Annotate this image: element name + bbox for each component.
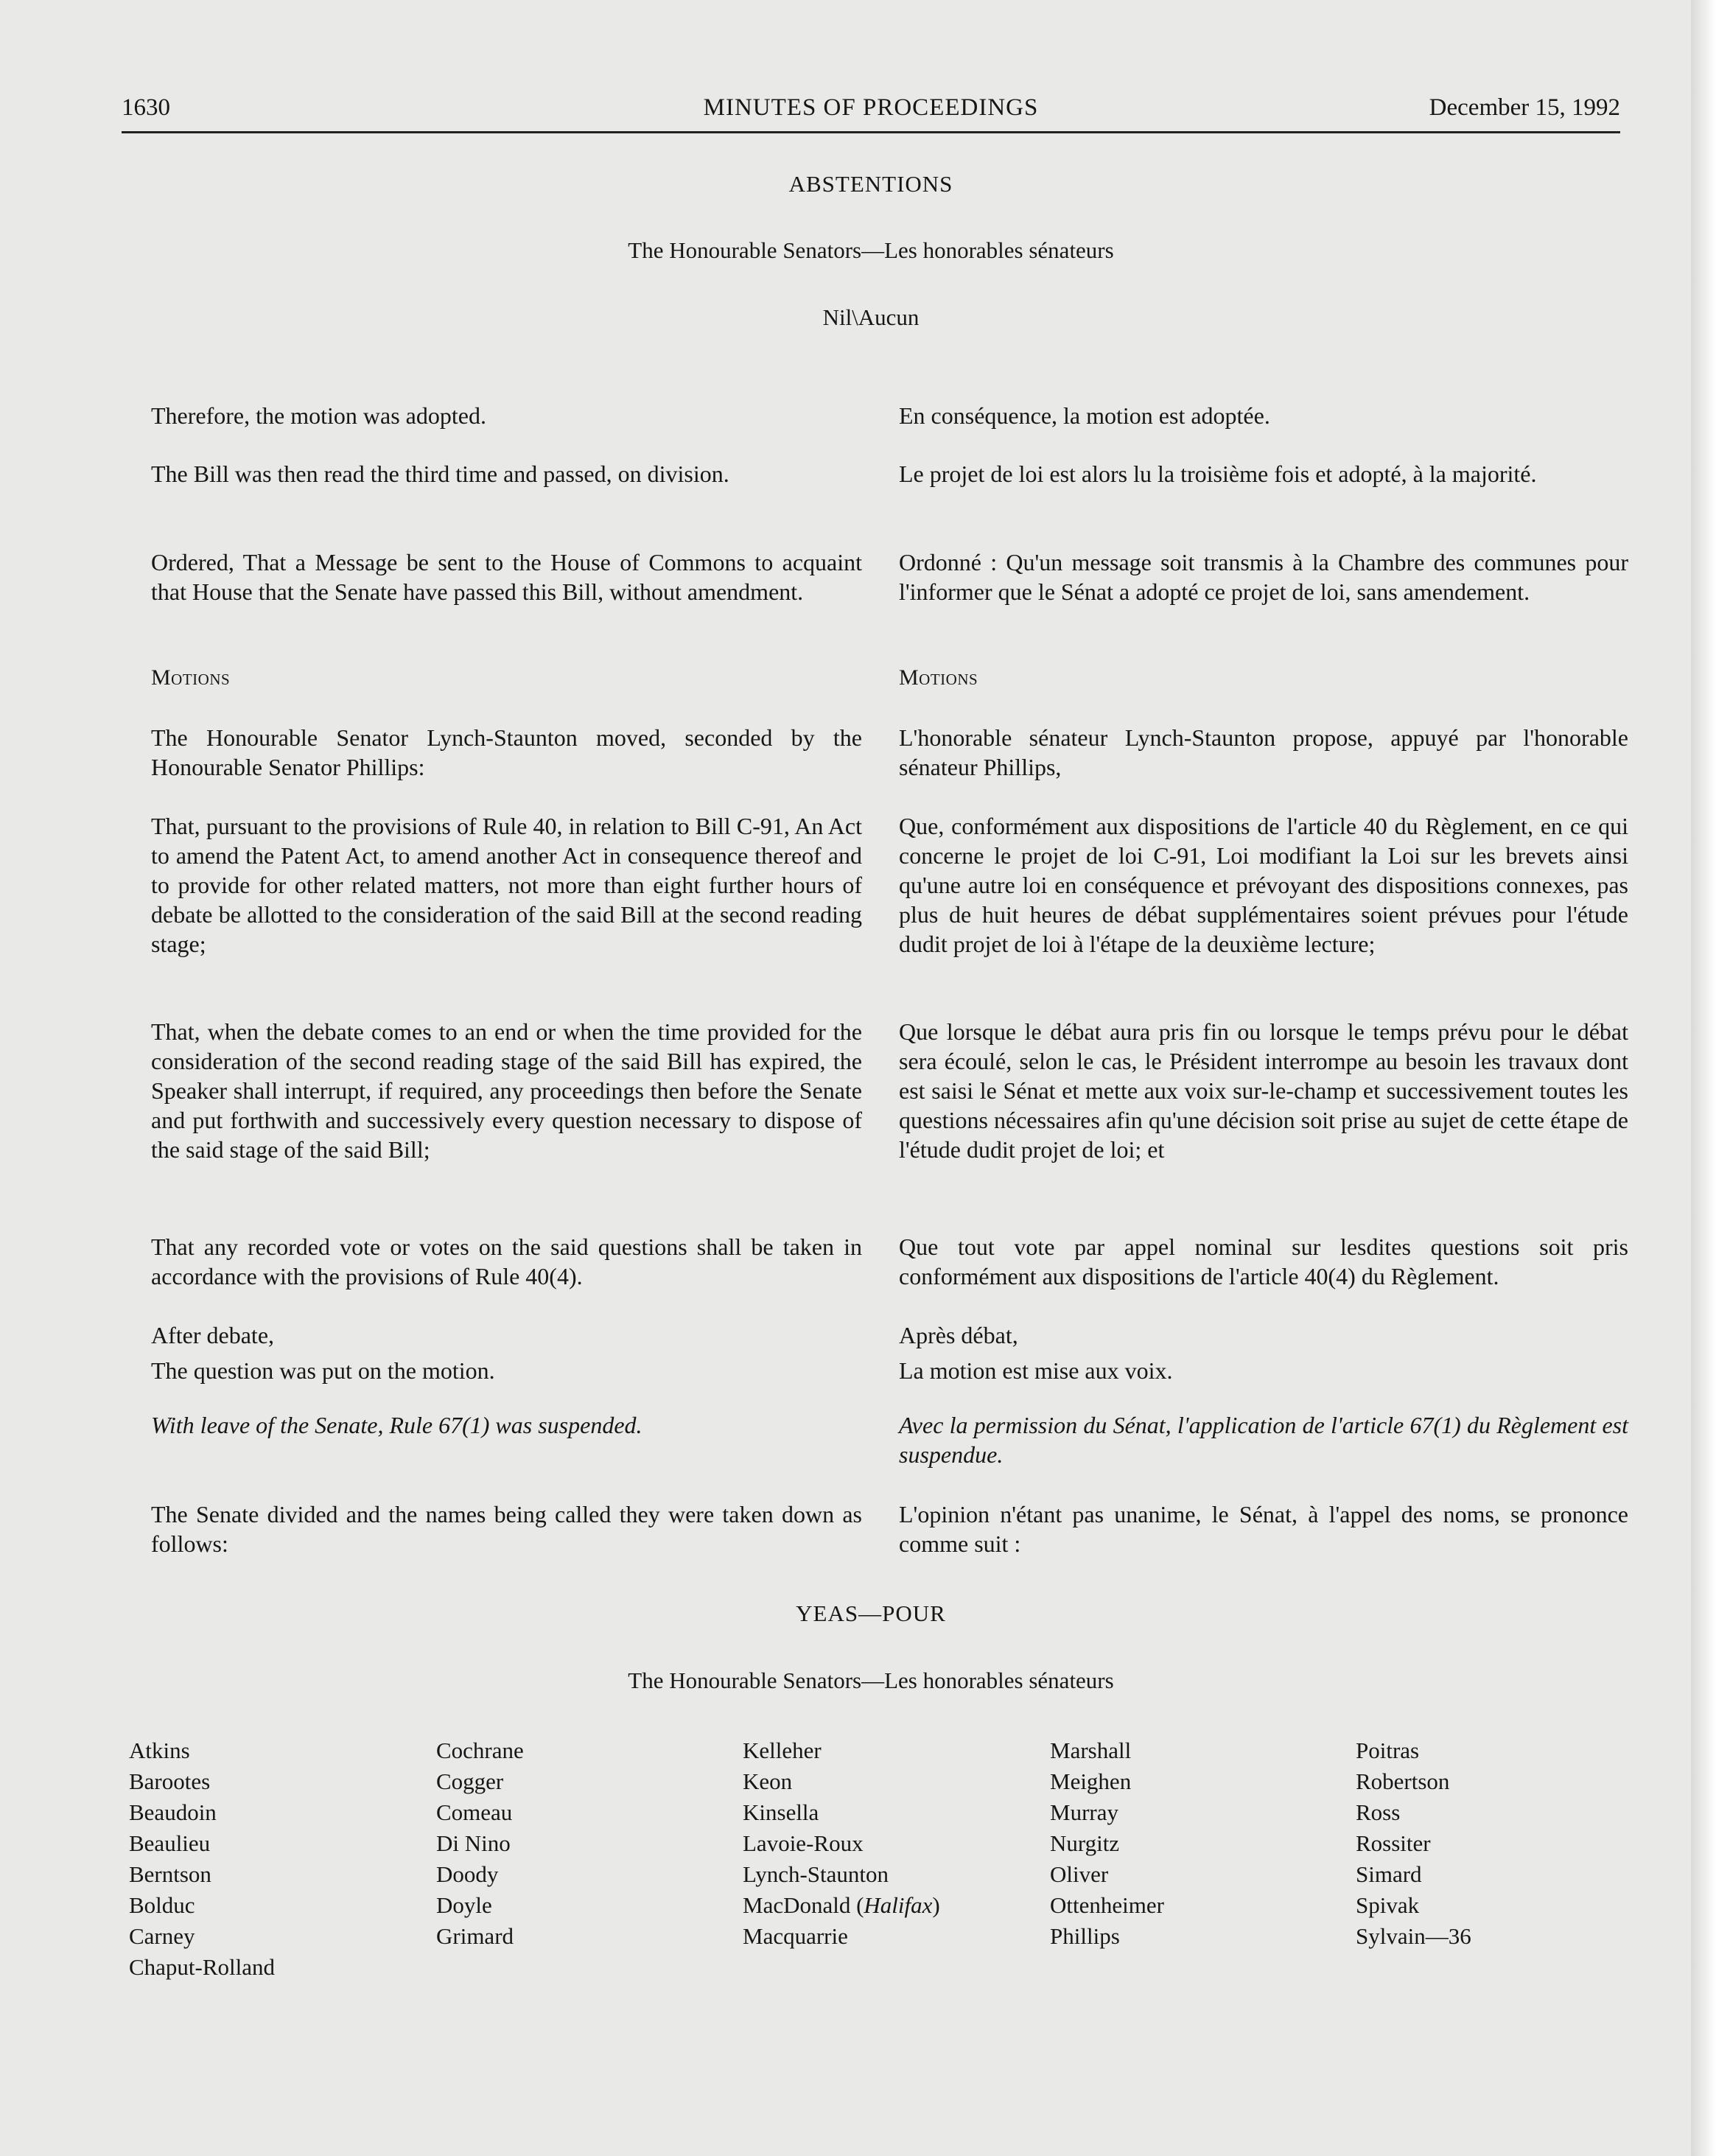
senator-name: Doody xyxy=(436,1861,499,1887)
abstentions-heading: ABSTENTIONS xyxy=(788,171,953,197)
yeas-senators-line: The Honourable Senators—Les honorables sénateurs xyxy=(628,1667,1114,1693)
senator-name: Phillips xyxy=(1050,1923,1120,1949)
fr-adopted: En conséquence, la motion est adoptée. xyxy=(899,402,1270,429)
senator-name: Kinsella xyxy=(743,1799,819,1825)
fr-after-debate: Après débat, xyxy=(899,1322,1018,1348)
header-date: December 15, 1992 xyxy=(1429,94,1620,121)
senator-name: Doyle xyxy=(436,1892,492,1918)
fr-moved: L'honorable sénateur Lynch-Staunton propose, appuyé par l'honorable sénateur Phillips, xyxy=(899,724,1628,780)
running-title: MINUTES OF PROCEEDINGS xyxy=(703,94,1039,121)
senator-name: Carney xyxy=(129,1923,195,1949)
senator-name: Cochrane xyxy=(436,1737,524,1763)
senator-name: Di Nino xyxy=(436,1830,511,1856)
en-para-1: That, pursuant to the provisions of Rule 40, in relation to Bill C-91, An Act to amend the Patent Act, to amend another Act in consequence thereof and to provide for other related matters, not more than eight further hours of debate be allotted to the consideration of the said Bill at the second reading stage; xyxy=(151,813,862,957)
yeas-column-5 xyxy=(1356,1735,1471,1952)
senator-name: Chaput-Rolland xyxy=(129,1954,276,1980)
senator-name: Bolduc xyxy=(129,1892,195,1918)
yeas-heading: YEAS—POUR xyxy=(796,1600,946,1626)
senator-name: Meighen xyxy=(1050,1768,1132,1794)
senator-name: Spivak xyxy=(1356,1892,1420,1918)
fr-para-3: Que tout vote par appel nominal sur lesdites questions soit pris conformément aux dispositions de l'article 40(4) du Règlement. xyxy=(899,1233,1628,1289)
yeas-column-1 xyxy=(129,1735,275,1983)
senator-name: Marshall xyxy=(1050,1737,1132,1763)
senator-name: Berntson xyxy=(129,1861,211,1887)
en-motions-heading: Motions xyxy=(151,665,231,690)
en-third-reading: The Bill was then read the third time and passed, on division. xyxy=(151,461,729,487)
en-ordered: Ordered, That a Message be sent to the House of Commons to acquaint that House that the Senate have passed this Bill, without amendment. xyxy=(151,549,862,605)
senator-name: Murray xyxy=(1050,1799,1118,1825)
header-rule xyxy=(122,131,1620,133)
fr-leave: Avec la permission du Sénat, l'application de l'article 67(1) du Règlement est suspendue. xyxy=(899,1412,1628,1468)
en-question-put: The question was put on the motion. xyxy=(151,1357,495,1384)
fr-question-put: La motion est mise aux voix. xyxy=(899,1357,1173,1384)
en-para-3: That any recorded vote or votes on the said questions shall be taken in accordance with the provisions of Rule 40(4). xyxy=(151,1233,862,1289)
senator-name: Ross xyxy=(1356,1799,1401,1825)
running-header xyxy=(122,94,1620,136)
senator-name: Rossiter xyxy=(1356,1830,1431,1856)
senator-name: Lynch-Staunton xyxy=(743,1861,889,1887)
yeas-column-3 xyxy=(743,1735,940,1952)
en-para-2: That, when the debate comes to an end or when the time provided for the consideration of the second reading stage of the said Bill has expired, the Speaker shall interrupt, if required, any proceedings then before the Senate and put forthwith and successively every question necessary to dispose of the said stage of the said Bill; xyxy=(151,1018,862,1163)
fr-para-2: Que lorsque le débat aura pris fin ou lorsque le temps prévu pour le débat sera écoulé, selon le cas, le Président interrompe au besoin les travaux dont est saisi le Sénat et mette aux voix sur-le-champ et successivement toutes les questions nécessaires afin qu'une décision soit prise au sujet de cette étape de l'étude dudit projet de loi; et xyxy=(899,1018,1628,1163)
senator-name: Barootes xyxy=(129,1768,211,1794)
senator-name: Poitras xyxy=(1356,1737,1420,1763)
fr-divided: L'opinion n'étant pas unanime, le Sénat, à l'appel des noms, se prononce comme suit : xyxy=(899,1501,1628,1557)
fr-ordered: Ordonné : Qu'un message soit transmis à la Chambre des communes pour l'informer que le Sénat a adopté ce projet de loi, sans amendement. xyxy=(899,549,1628,605)
fr-motions-heading: Motions xyxy=(899,665,978,690)
fr-para-1: Que, conformément aux dispositions de l'article 40 du Règlement, en ce qui concerne le projet de loi C-91, Loi modifiant la Loi sur les brevets ainsi qu'une autre loi en conséquence et prévoyant des dispositions connexes, pas plus de huit heures de débat supplémentaires soient prévues pour l'étude dudit projet de loi à l'étape de la deuxième lecture; xyxy=(899,813,1628,957)
yeas-column-2 xyxy=(436,1735,524,1952)
senator-name: Nurgitz xyxy=(1050,1830,1120,1856)
en-leave: With leave of the Senate, Rule 67(1) was suspended. xyxy=(151,1412,642,1438)
senator-name: Sylvain—36 xyxy=(1356,1923,1471,1949)
senator-name: Beaulieu xyxy=(129,1830,211,1856)
senator-name: Robertson xyxy=(1356,1768,1450,1794)
en-adopted: Therefore, the motion was adopted. xyxy=(151,402,486,429)
senator-riding: Halifax xyxy=(864,1892,933,1918)
en-after-debate: After debate, xyxy=(151,1322,275,1348)
senator-name: Ottenheimer xyxy=(1050,1892,1164,1918)
senator-name: Oliver xyxy=(1050,1861,1109,1887)
senator-name: Atkins xyxy=(129,1737,190,1763)
abstentions-nil: Nil\Aucun xyxy=(822,304,920,330)
senator-name: Beaudoin xyxy=(129,1799,217,1825)
senator-name: Grimard xyxy=(436,1923,514,1949)
en-moved: The Honourable Senator Lynch-Staunton moved, seconded by the Honourable Senator Phillips: xyxy=(151,724,862,780)
senator-name-with-riding: MacDonald (Halifax) xyxy=(743,1892,940,1918)
senator-name: Macquarrie xyxy=(743,1923,848,1949)
en-divided: The Senate divided and the names being called they were taken down as follows: xyxy=(151,1501,862,1557)
senator-name: MacDonald xyxy=(743,1892,851,1918)
page-number: 1630 xyxy=(122,94,170,121)
fr-third-reading: Le projet de loi est alors lu la troisième fois et adopté, à la majorité. xyxy=(899,461,1537,487)
senator-name: Kelleher xyxy=(743,1737,822,1763)
senator-name: Lavoie-Roux xyxy=(743,1830,864,1856)
page-edge-shadow xyxy=(1691,0,1716,2156)
senator-name: Keon xyxy=(743,1768,793,1794)
yeas-column-4 xyxy=(1050,1735,1164,1952)
senator-name: Comeau xyxy=(436,1799,513,1825)
senator-name: Cogger xyxy=(436,1768,504,1794)
abstentions-senators-line: The Honourable Senators—Les honorables sénateurs xyxy=(628,237,1114,263)
senator-name: Simard xyxy=(1356,1861,1422,1887)
